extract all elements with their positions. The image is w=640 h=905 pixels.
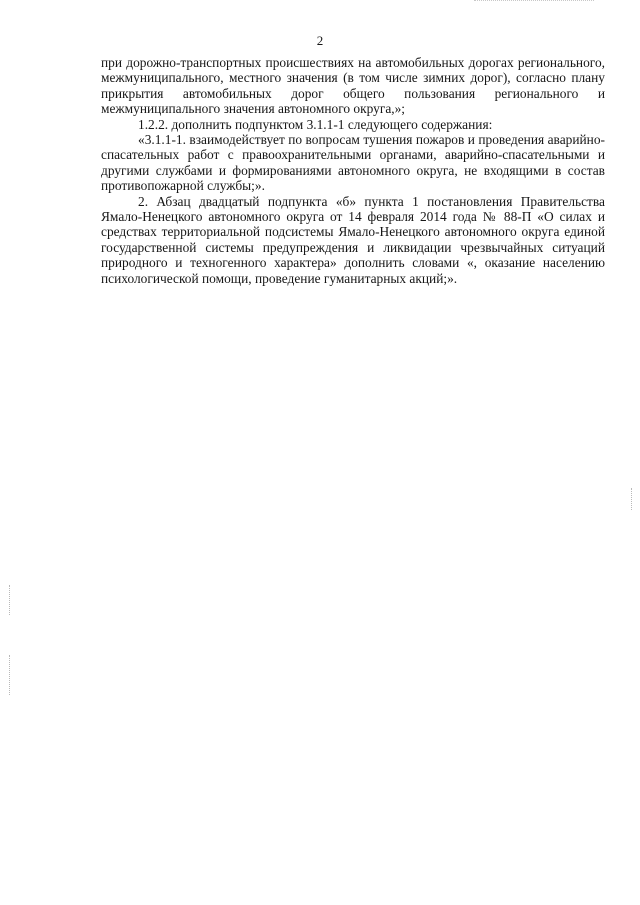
scan-artifact (9, 585, 10, 615)
paragraph-subclause-1-2-2: 1.2.2. дополнить подпунктом 3.1.1-1 следующего содержания: (138, 116, 493, 132)
scan-artifact (631, 488, 632, 510)
paragraph-continuation: при дорожно-транспортных происшествиях на автомобильных дорогах регионального, межмуниципального, местного значения (в том числе зимних дорог), согласно плану прикрытия автомобильных дорог общего пользования регионального и межмуниципального значения автономного округа,»; (101, 55, 605, 117)
page-number: 2 (316, 33, 324, 48)
scan-artifact (474, 0, 594, 1)
paragraph-item-2: 2. Абзац двадцатый подпункта «б» пункта 1 постановления Правительства Ямало-Ненецкого автономного округа от 14 февраля 2014 года № 88-П «О силах и средствах территориальной подсистемы Ямало-Ненецкого автономного округа единой государственной системы предупреждения и ликвидации чрезвычайных ситуаций природного и техногенного характера» дополнить словами «, оказание населению психологической помощи, проведение гуманитарных акций;». (101, 193, 605, 286)
scan-artifact (9, 655, 10, 695)
paragraph-quoted-3-1-1-1: «3.1.1-1. взаимодействует по вопросам тушения пожаров и проведения аварийно-спасательных работ с правоохранительными органами, аварийно-спасательными и другими службами и формированиями автономного округа, не входящими в состав противопожарной службы;». (101, 132, 605, 194)
document-body (101, 55, 605, 286)
